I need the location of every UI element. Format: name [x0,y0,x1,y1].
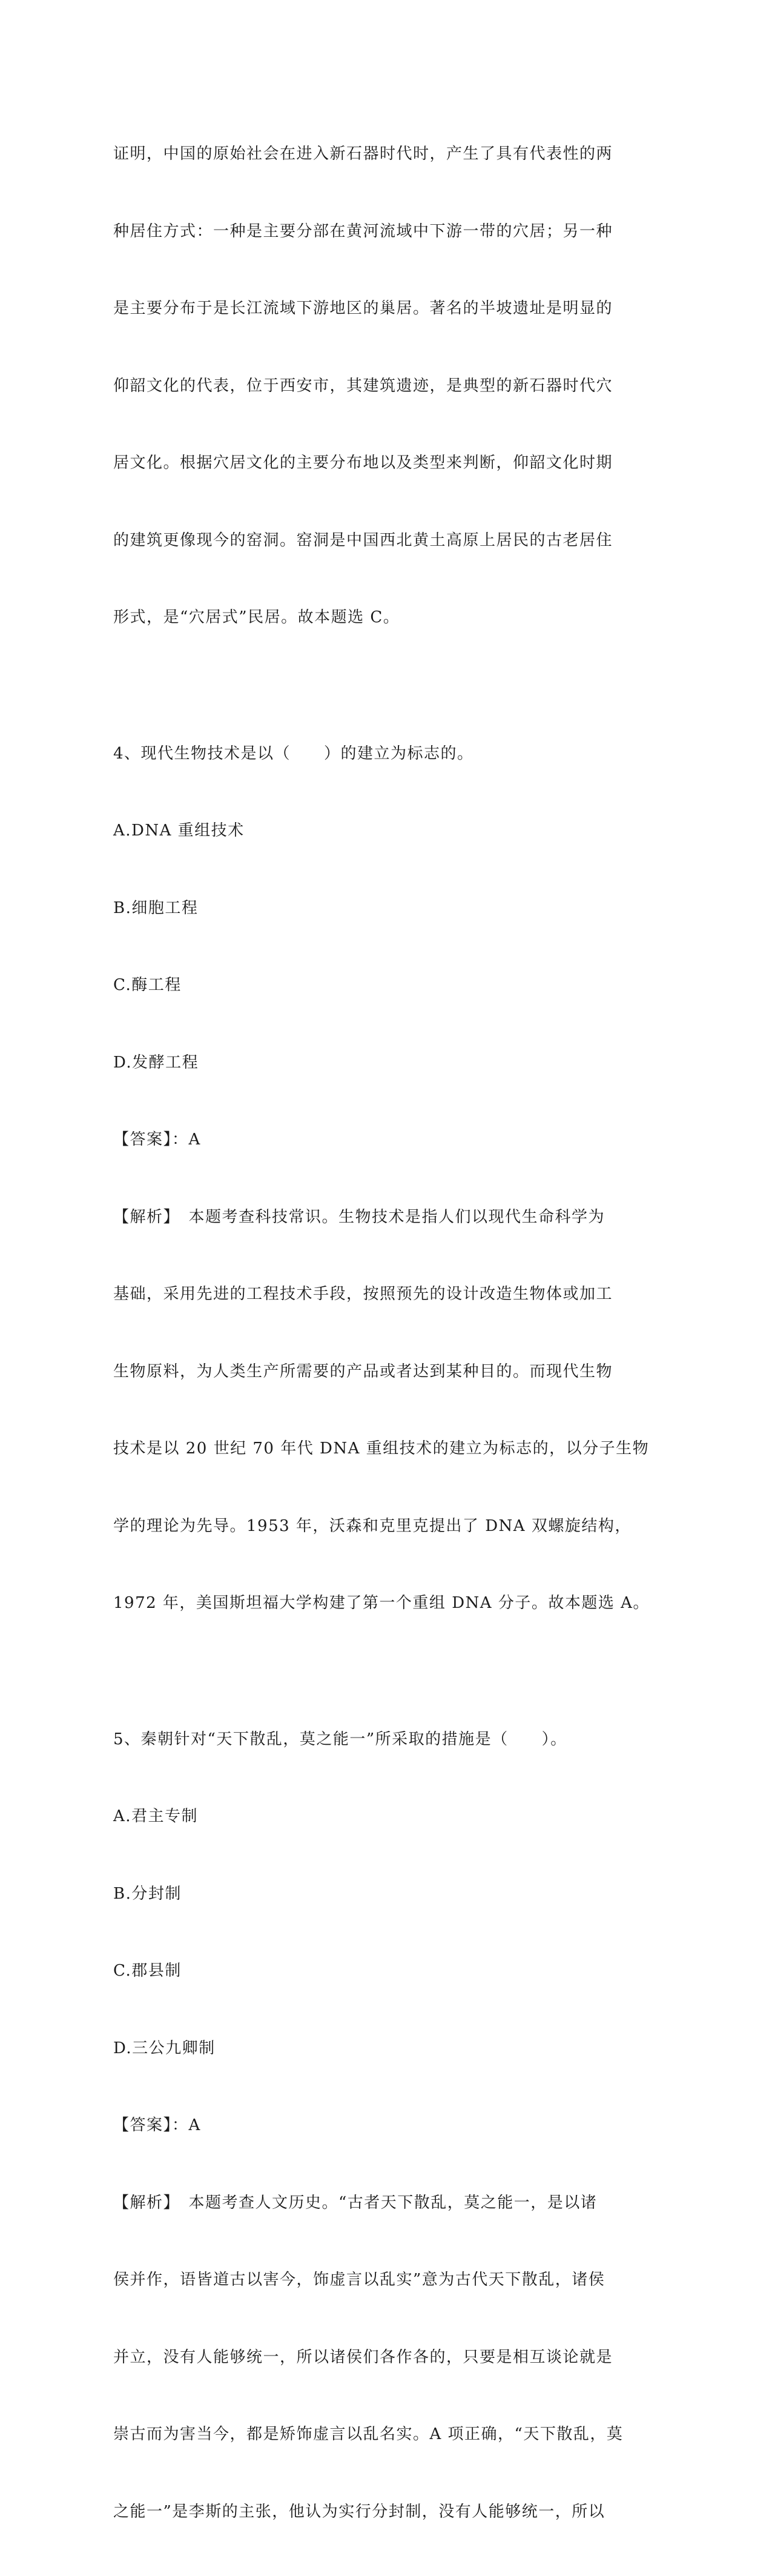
answer: 【答案】：A [113,2113,658,2139]
answer: 【答案】：A [113,1127,658,1153]
question-5 [113,1675,658,2576]
option-b: B.细胞工程 [113,895,658,921]
analysis-line: 1972 年，美国斯坦福大学构建了第一个重组 DNA 分子。故本题选 A。 [113,1590,658,1616]
question-stem: 4、现代生物技术是以（ ）的建立为标志的。 [113,741,658,767]
analysis-line: 并立，没有人能够统一，所以诸侯们各作各的，只要是相互谈论就是 [113,2345,658,2371]
analysis-line: 技术是以 20 世纪 70 年代 DNA 重组技术的建立为标志的，以分子生物 [113,1436,658,1462]
option-b: B.分封制 [113,1881,658,1907]
document-page [113,90,658,2576]
analysis-line: 侯并作，语皆道古以害今，饰虚言以乱实”意为古代天下散乱，诸侯 [113,2267,658,2293]
text-line: 形式，是“穴居式”民居。故本题选 C。 [113,605,658,631]
option-d: D.发酵工程 [113,1050,658,1076]
spacer [113,682,658,689]
text-line: 种居住方式：一种是主要分部在黄河流域中下游一带的穴居；另一种 [113,219,658,245]
analysis-line: 生物原料，为人类生产所需要的产品或者达到某种目的。而现代生物 [113,1359,658,1385]
option-a: A.君主专制 [113,1804,658,1830]
analysis-line: 崇古而为害当今，都是矫饰虚言以乱名实。A 项正确，“天下散乱，莫 [113,2422,658,2448]
q3-analysis-continuation [113,90,658,682]
option-c: C.酶工程 [113,972,658,998]
spacer [113,1668,658,1675]
analysis-line: 【解析】 本题考查科技常识。生物技术是指人们以现代生命科学为 [113,1204,658,1230]
option-c: C.郡县制 [113,1958,658,1984]
analysis-line: 【解析】 本题考查人文历史。“古者天下散乱，莫之能一，是以诸 [113,2190,658,2216]
text-line: 的建筑更像现今的窑洞。窑洞是中国西北黄土高原上居民的古老居住 [113,528,658,554]
text-line: 居文化。根据穴居文化的主要分布地以及类型来判断，仰韶文化时期 [113,450,658,476]
text-line: 是主要分布于是长江流域下游地区的巢居。著名的半坡遗址是明显的 [113,296,658,322]
analysis-line: 学的理论为先导。1953 年，沃森和克里克提出了 DNA 双螺旋结构， [113,1513,658,1539]
analysis-line: 之能一”是李斯的主张，他认为实行分封制，没有人能够统一，所以 [113,2499,658,2525]
text-line: 仰韶文化的代表，位于西安市，其建筑遗迹，是典型的新石器时代穴 [113,373,658,399]
analysis-line: 基础，采用先进的工程技术手段，按照预先的设计改造生物体或加工 [113,1281,658,1307]
option-d: D.三公九卿制 [113,2036,658,2062]
question-stem: 5、秦朝针对“天下散乱，莫之能一”所采取的措施是（ ）。 [113,1727,658,1753]
text-line: 证明，中国的原始社会在进入新石器时代时，产生了具有代表性的两 [113,141,658,167]
option-a: A.DNA 重组技术 [113,818,658,844]
question-4 [113,689,658,1668]
